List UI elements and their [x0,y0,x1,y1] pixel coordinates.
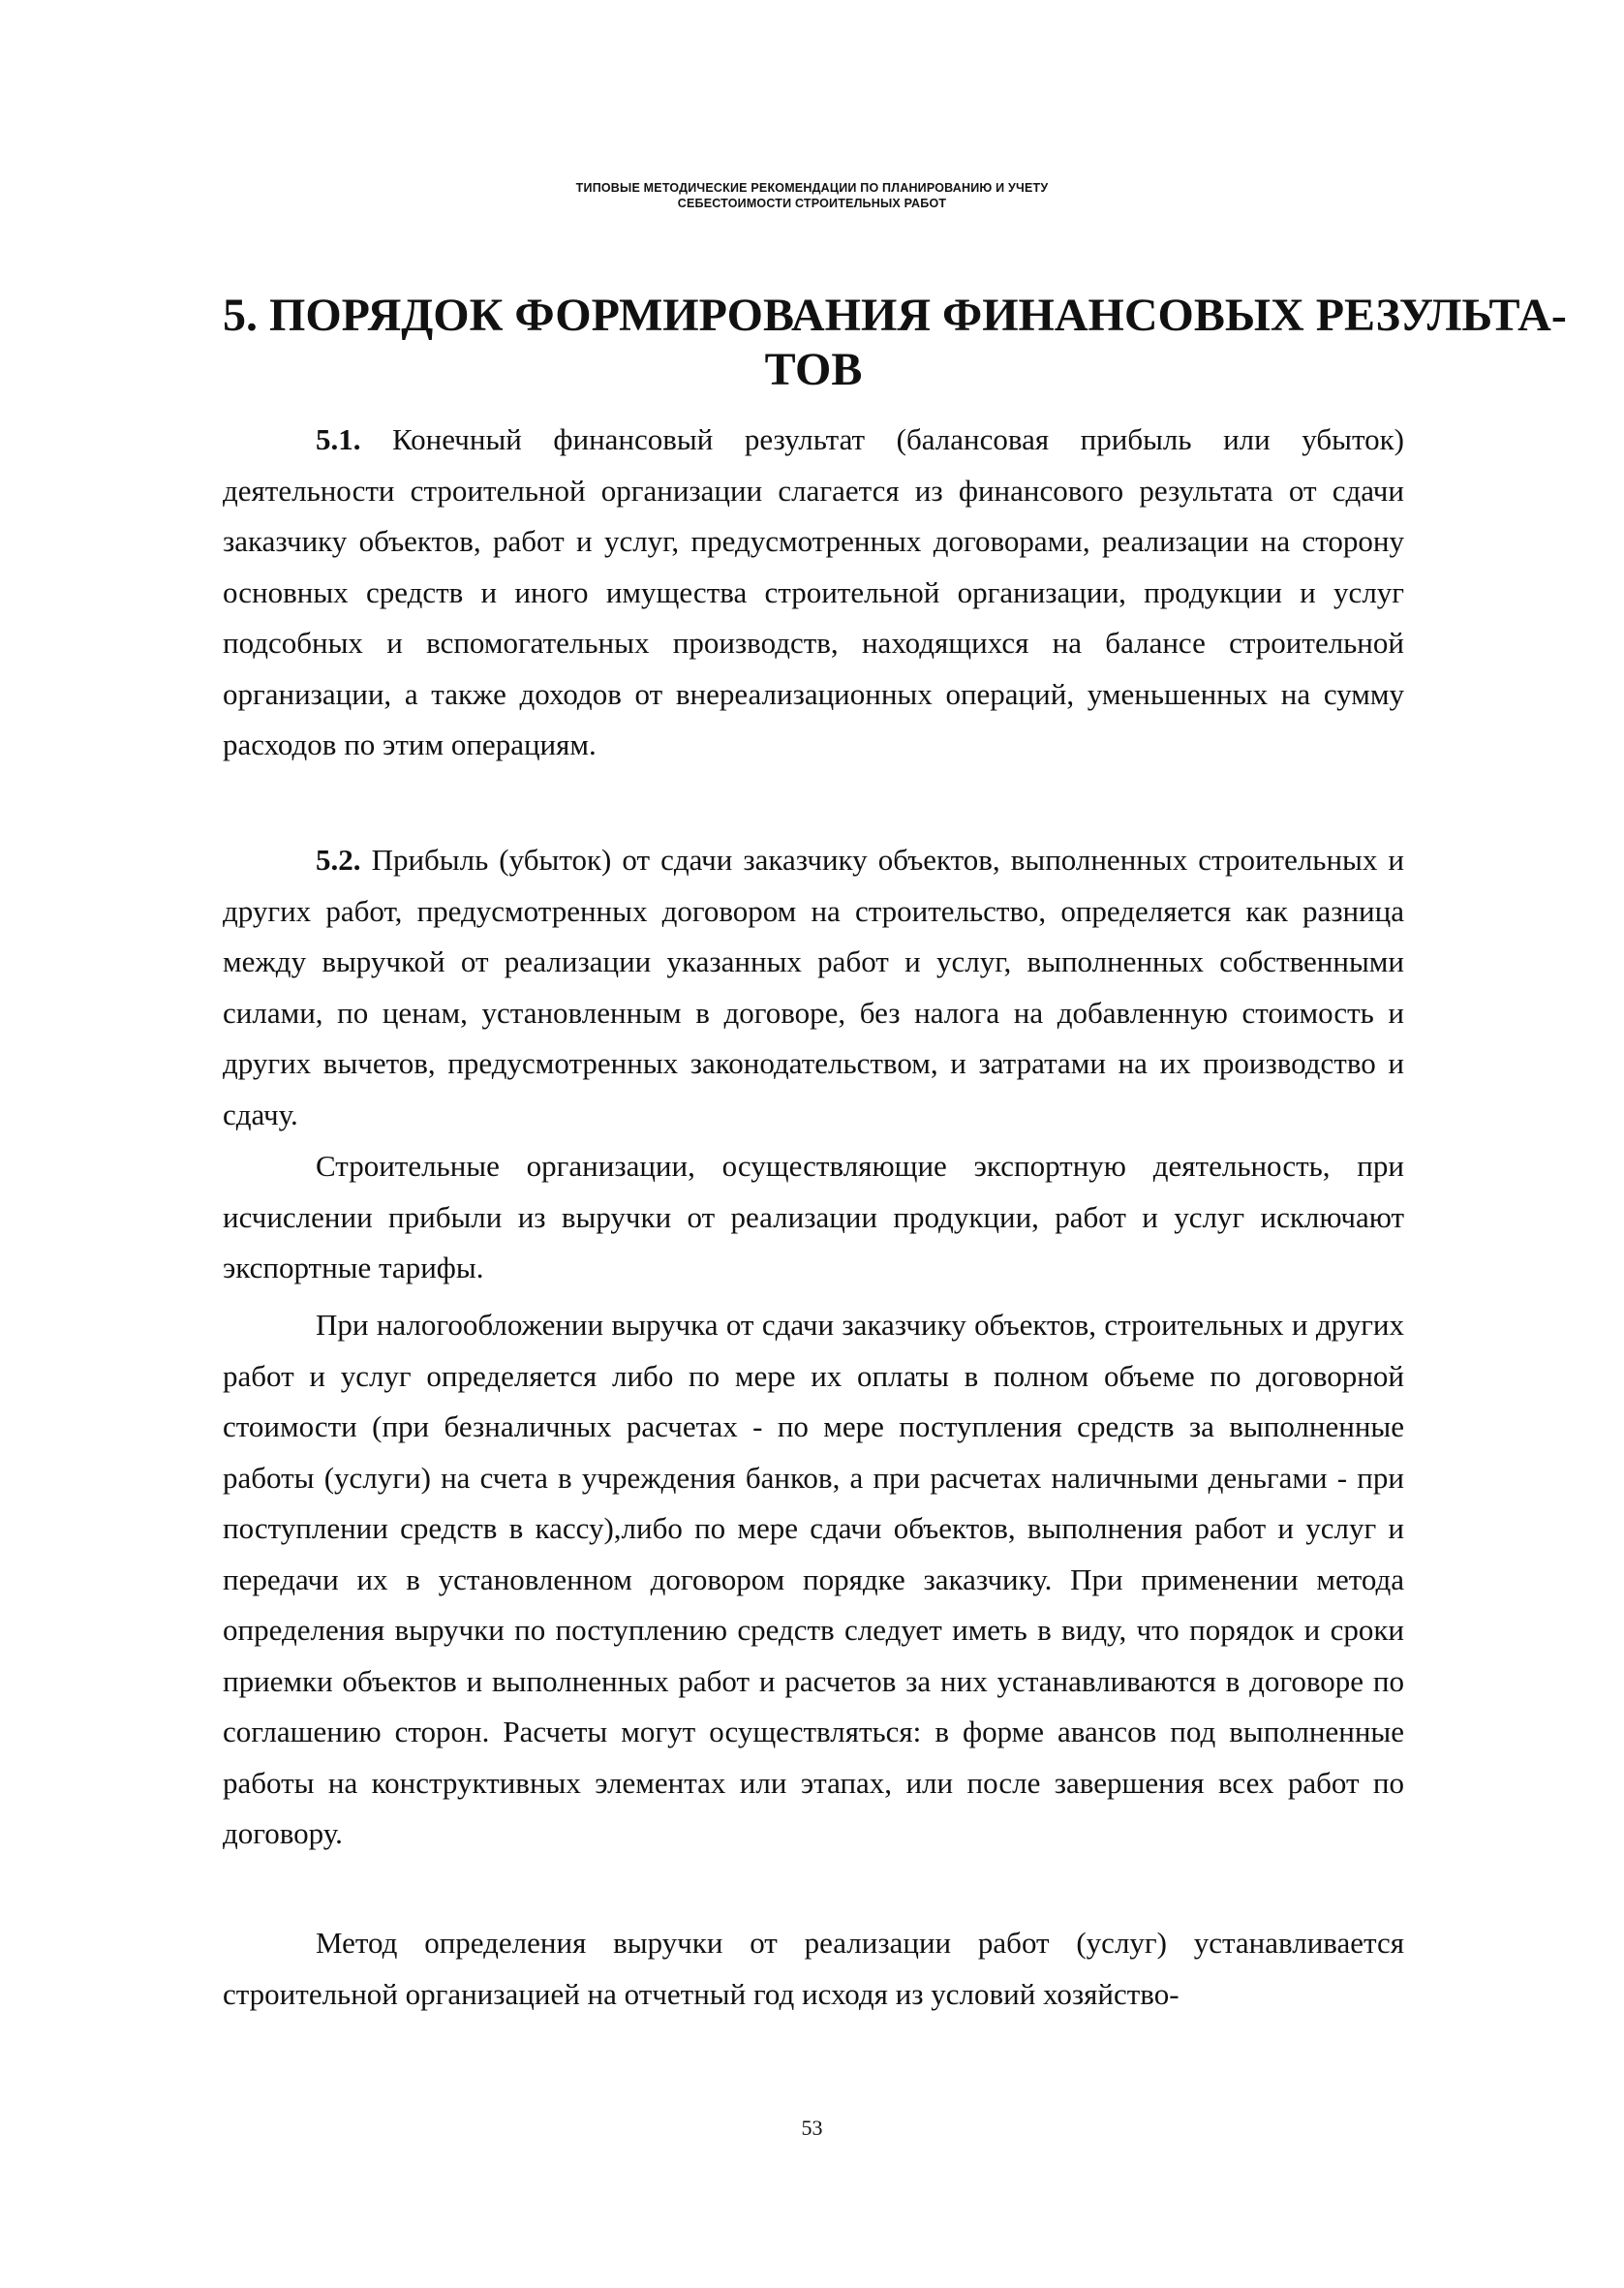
paragraph-5-2 [223,835,1404,1140]
paragraph-text: Строительные организации, осуществляющие экспортную деятельность, при исчислении прибыли из выручки от реализации продукции, работ и услуг исключают экспортные тарифы. [223,1149,1404,1284]
paragraph-text: При налогообложении выручка от сдачи заказчику объектов, строительных и других работ и услуг определяется либо по мере их оплаты в полном объеме по договорной стоимости (при безналичных расчетах - по мере поступления средств за выполненные работы (услуги) на счета в учреждения банков, а при расчетах наличными деньгами - при поступлении средств в кассу),либо по мере сдачи объектов, выполнения работ и услуг и передачи их в установленном договором порядке заказчику. При применении метода определения выручки по поступлению средств следует иметь в виду, что порядок и сроки приемки объектов и выполненных работ и расчетов за них устанавливаются в договоре по соглашению сторон. Расчеты могут осуществляться: в форме авансов под выполненные работы на конструктивных элементах или этапах, или после завершения всех работ по договору. [223,1308,1404,1850]
paragraph-number: 5.1. [316,422,361,456]
paragraph-text: Прибыль (убыток) от сдачи заказчику объектов, выполненных строительных и других работ, предусмотренных договором на строительство, определяется как разница между выручкой от реализации указанных работ и услуг, выполненных собственными силами, по ценам, установленным в договоре, без налога на добавленную стоимость и других вычетов, предусмотренных законодательством, и затратами на их производство и сдачу. [223,843,1405,1131]
running-header-line-2: СЕБЕСТОИМОСТИ СТРОИТЕЛЬНЫХ РАБОТ [677,197,947,210]
paragraph-5-1 [223,415,1404,771]
paragraph-text: Метод определения выручки от реализации работ (услуг) устанавливается строительной организацией на отчетный год исходя из условий хозяйство- [223,1926,1404,2011]
chapter-title [223,289,1567,397]
running-header [0,180,1624,211]
page-number: 53 [801,2116,823,2140]
running-header-line-1: ТИПОВЫЕ МЕТОДИЧЕСКИЕ РЕКОМЕНДАЦИИ ПО ПЛАНИРОВАНИЮ И УЧЕТУ [575,181,1049,195]
paragraph-text: Конечный финансовый результат (балансовая прибыль или убыток) деятельности строительной организации слагается из финансового результата от сдачи заказчику объектов, работ и услуг, предусмотренных договорами, реализации на сторону основных средств и иного имущества строительной организации, продукции и услуг подсобных и вспомогательных производств, находящихся на балансе строительной организации, а также доходов от внереализационных операций, уменьшенных на сумму расходов по этим операциям. [223,422,1404,761]
paragraph-export [223,1141,1404,1294]
paragraph-taxation [223,1300,1404,1860]
paragraph-method [223,1918,1404,2020]
chapter-title-line-1: 5. ПОРЯДОК ФОРМИРОВАНИЯ ФИНАНСОВЫХ РЕЗУЛЬТА- [223,290,1567,341]
chapter-title-line-2: ТОВ [764,344,863,395]
paragraph-number: 5.2. [316,843,361,877]
